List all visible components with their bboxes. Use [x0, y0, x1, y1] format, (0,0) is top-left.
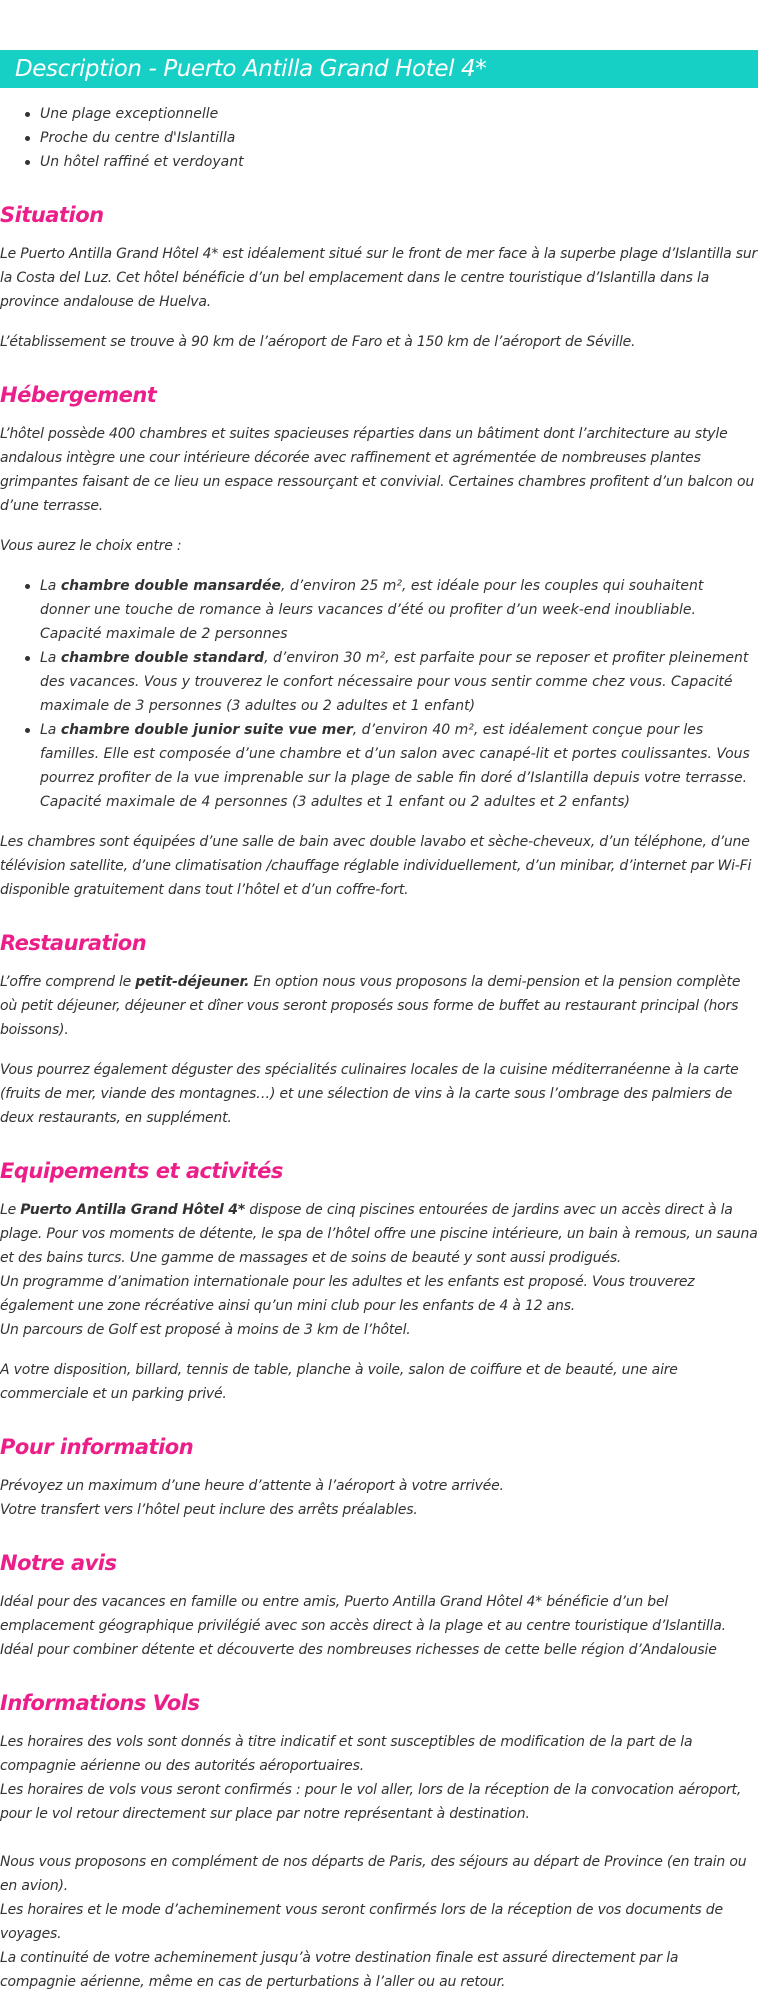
section-avis [0, 1548, 758, 1662]
equipements-text: dispose de cinq piscines entourées de jardins avec un accès direct à la plage. Pour vos moments de détente, le spa de l’hôtel offre une piscine intérieure, un bain à remous, un sauna et des bains turcs. Une gamme de massages et de soins de beauté y sont aussi prodigués. [0, 1202, 758, 1266]
section-restauration [0, 928, 758, 1130]
highlight-item: Une plage exceptionnelle [40, 102, 758, 126]
information-paragraph [0, 1474, 758, 1522]
vols-line: Les horaires de vols vous seront confirmés : pour le vol aller, lors de la réception de la convocation aéroport, pour le vol retour directement sur place par notre représentant à destination. [0, 1782, 742, 1822]
information-line: Votre transfert vers l’hôtel peut inclure des arrêts préalables. [0, 1502, 418, 1518]
section-heading: Pour information [0, 1435, 194, 1459]
information-line: Prévoyez un maximum d’une heure d’attente à l’aéroport à votre arrivée. [0, 1478, 504, 1494]
hebergement-equipment: Les chambres sont équipées d’une salle de bain avec double lavabo et sèche-cheveux, d’un téléphone, d’une télévision satellite, d’une climatisation /chauffage réglable individuellement, d’un minibar, d’internet par Wi-Fi disponible gratuitement dans tout l’hôtel et d’un coffre-fort. [0, 834, 752, 898]
room-name: chambre double standard [60, 650, 265, 666]
section-vols [0, 1688, 758, 1994]
restauration-bold: petit-déjeuner. [135, 974, 250, 990]
equipements-line: Un parcours de Golf est proposé à moins de 3 km de l’hôtel. [0, 1322, 411, 1338]
vols-line: Les horaires des vols sont donnés à titre indicatif et sont susceptibles de modification de la part de la compagnie aérienne ou des autorités aéroportuaires. [0, 1734, 693, 1774]
restauration-paragraph: Vous pourrez également déguster des spécialités culinaires locales de la cuisine méditerranéenne à la carte (fruits de mer, viande des montagnes…) et une sélection de vins à la carte sous l’ombrage des palmiers de deux restaurants, en supplément. [0, 1062, 739, 1126]
situation-paragraph: L’établissement se trouve à 90 km de l’aéroport de Faro et à 150 km de l’aéroport de Séville. [0, 334, 636, 350]
vols-line: Nous vous proposons en complément de nos départs de Paris, des séjours au départ de Province (en train ou en avion). [0, 1854, 747, 1894]
highlight-item: Proche du centre d'Islantilla [40, 126, 758, 150]
room-item [40, 574, 758, 646]
page-title: Description - Puerto Antilla Grand Hotel 4* [0, 50, 758, 88]
restauration-paragraph [0, 970, 758, 1042]
vols-line: Les horaires et le mode d’acheminement vous seront confirmés lors de la réception de vos documents de voyages. [0, 1902, 723, 1942]
restauration-prefix: L’offre comprend le [0, 974, 136, 990]
section-heading: Situation [0, 203, 104, 227]
room-text: , d’environ 25 m², est idéale pour les couples qui souhaitent donner une touche de romance à leurs vacances d’été ou profiter d’un week-end inoubliable. Capacité maximale de 2 personnes [40, 578, 704, 642]
room-name: chambre double mansardée [60, 578, 281, 594]
equipements-line: Un programme d’animation internationale pour les adultes et les enfants est proposé. Vous trouverez également une zone récréative ainsi qu’un mini club pour les enfants de 4 à 12 ans. [0, 1274, 695, 1314]
hebergement-choice: Vous aurez le choix entre : [0, 538, 182, 554]
room-text: , d’environ 40 m², est idéalement conçue pour les familles. Elle est composée d’une chambre et d’un salon avec canapé-lit et portes coulissantes. Vous pourrez profiter de la vue imprenable sur la plage de sable fin doré d’Islantilla depuis votre terrasse. Capacité maximale de 4 personnes (3 adultes et 1 enfant ou 2 adultes et 2 enfants) [40, 722, 750, 810]
section-heading: Equipements et activités [0, 1159, 283, 1183]
room-text: , d’environ 30 m², est parfaite pour se reposer et profiter pleinement des vacances. Vous y trouverez le confort nécessaire pour vous sentir comme chez vous. Capacité maximale de 3 personnes (3 adultes ou 2 adultes et 1 enfant) [40, 650, 749, 714]
section-heading: Notre avis [0, 1551, 117, 1575]
section-hebergement [0, 380, 758, 902]
room-prefix: La [40, 722, 61, 738]
room-item [40, 646, 758, 718]
vols-paragraph [0, 1850, 758, 1994]
vols-line: La continuité de votre acheminement jusqu’à votre destination finale est assuré directement par la compagnie aérienne, même en cas de perturbations à l’aller ou au retour. [0, 1950, 679, 1990]
equipements-paragraph: A votre disposition, billard, tennis de table, planche à voile, salon de coiffure et de beauté, une aire commerciale et un parking privé. [0, 1362, 678, 1402]
room-prefix: La [40, 650, 61, 666]
section-equipements [0, 1156, 758, 1406]
avis-paragraph: Idéal pour des vacances en famille ou entre amis, Puerto Antilla Grand Hôtel 4* bénéficie d’un bel emplacement géographique privilégié avec son accès direct à la plage et au centre touristique d’Islantilla. Idéal pour combiner détente et découverte des nombreuses richesses de cette belle région d’Andalousie [0, 1594, 726, 1658]
room-item [40, 718, 758, 814]
room-list [0, 574, 758, 814]
restauration-text: En option nous vous proposons la demi-pension et la pension complète où petit déjeuner, déjeuner et dîner vous seront proposés sous forme de buffet au restaurant principal (hors boissons). [0, 974, 741, 1038]
highlights-list [0, 102, 758, 174]
section-heading: Restauration [0, 931, 147, 955]
section-situation [0, 200, 758, 354]
situation-paragraph: Le Puerto Antilla Grand Hôtel 4* est idéalement situé sur le front de mer face à la superbe plage d’Islantilla sur la Costa del Luz. Cet hôtel bénéficie d’un bel emplacement dans le centre touristique d’Islantilla dans la province andalouse de Huelva. [0, 246, 758, 310]
spacer [0, 1826, 758, 1850]
section-heading: Hébergement [0, 383, 157, 407]
room-name: chambre double junior suite vue mer [60, 722, 353, 738]
vols-paragraph [0, 1730, 758, 1826]
hebergement-intro: L’hôtel possède 400 chambres et suites spacieuses réparties dans un bâtiment dont l’architecture au style andalous intègre une cour intérieure décorée avec raffinement et agrémentée de nombreuses plantes grimpantes faisant de ce lieu un espace ressourçant et convivial. Certaines chambres profitent d’un balcon ou d’une terrasse. [0, 426, 755, 514]
section-heading: Informations Vols [0, 1691, 200, 1715]
highlight-item: Un hôtel raffiné et verdoyant [40, 150, 758, 174]
equipements-bold: Puerto Antilla Grand Hôtel 4* [20, 1202, 245, 1218]
section-information [0, 1432, 758, 1522]
room-prefix: La [40, 578, 61, 594]
equipements-paragraph [0, 1198, 758, 1342]
equipements-prefix: Le [0, 1202, 21, 1218]
